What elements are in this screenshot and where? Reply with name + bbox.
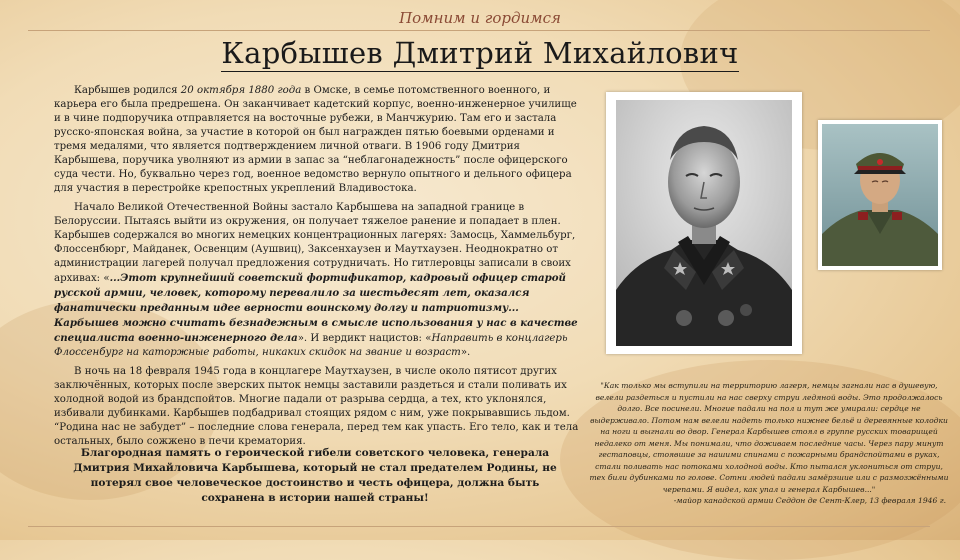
page-title — [0, 36, 960, 70]
page-subtitle: Помним и гордимся — [399, 9, 561, 27]
divider-top — [28, 30, 930, 31]
eyewitness-quote — [588, 380, 950, 507]
verdict-quote: Направить в концлагерь Флоссенбург на каторжные работы, никаких скидок на звание и возраст — [54, 333, 568, 358]
paragraph-biography — [54, 84, 586, 196]
text-span: ». — [460, 347, 471, 358]
text-span: Начало Великой Отечественной Войны застало Карбышева на западной границе в Белоруссии. Пытаясь выйти из окружения, он получает тяжелое ранение и попадает в плен. Карбышев содержался во многих немецких концентрационных лагерях: Замосць, Хаммельбург, Флоссенбюрг, Майданек, Освенцим (Аушвиц), Заксенхаузен и Маутхаузен. Неоднократно от администрации лагерей получал предложения сотрудничать. Но гитлеровцы записали в своих архивах: « — [54, 202, 576, 284]
article-body — [54, 84, 586, 454]
birth-date: 20 октября 1880 года — [180, 85, 302, 96]
text-span: Карбышев родился — [74, 85, 181, 96]
paragraph-death: В ночь на 18 февраля 1945 года в концлагере Маутхаузен, в числе около пятисот других заключённых, которых после зверских пыток немцы заставили раздеться и стали поливать их холодной водой из брандспойтов. Многие падали от разрыва сердца, а тех, кто уклонялся, избивали дубинками. Карбышев подбадривал стоящих рядом с ним, уже покрывавшись льдом. “Родина нас не забудет” – последние слова генерала, перед тем как упасть. Его тело, как и тела остальных, было сожжено в печи крематория. — [54, 366, 579, 447]
main-portrait-photo — [606, 92, 802, 354]
text-span: в Омске, в семье потомственного военного, и карьера его была предрешена. Он заканчивает кадетский корпус, военно-инженерное училище и в чине подпоручика отправляется на восточные рубежи, в Манчжурию. Там его и застала русско-японская война, за участие в которой он был награжден пятью боевыми орденами и тремя медалями, что является подтверждением личной отваги. В 1906 году Дмитрия Карбышева, поручика уволняют из армии в запас за “неблагонадежность” после офицерского суда чести. Но, буквально через год, военное ведомство вернуло опытного и дельного офицера для участия в перестройке крепостных укреплений Владивостока. — [54, 85, 577, 194]
page-title-text: Карбышев Дмитрий Михайлович — [221, 36, 739, 70]
portrait-image — [616, 100, 792, 346]
quote-author: -майор канадской армии Седдон де Сент-Клер, 13 февраля 1946 г. — [673, 496, 946, 505]
side-portrait-painting — [818, 120, 942, 270]
archive-quote: ...Этот крупнейший советский фортификатор, кадровый офицер старой русской армии, человек, которому перевалило за шестьдесят лет, оказался фанатически преданным идее верности воинскому долгу и патриотизму... Карбышев можно считать безнадежным в смысле использования у нас в качестве специалиста военно-инженерного дела — [54, 272, 578, 344]
divider-bottom — [28, 526, 930, 527]
paragraph-war — [54, 201, 586, 360]
painting-image — [822, 124, 938, 266]
quote-text: "Как только мы вступили на территорию лагеря, немцы загнали нас в душевую, велели раздеться и пустили на нас сверху струи ледяной воды. Это продолжалось долго. Все посинели. Многие падали на пол и тут же умирали: сердце не выдерживало. Потом нам велели надеть только нижнее бельё и деревянные колодки на ноги и выгнали во двор. Генерал Карбышев стоял в группе русских товарищей недалеко от меня. Мы понимали, что доживаем последние часы. Через пару минут гестаповцы, стоявшие за нашими спинами с пожарными брандспойтами в руках, стали поливать нас потоками холодной воды. Кто пытался уклониться от струи, тех били дубинками по голове. Сотни людей падали замёрзшие или с размозжёнными черепами. Я видел, как упал и генерал Карбышев..." — [589, 381, 949, 494]
closing-statement: Благородная память о героической гибели советского человека, генерала Дмитрия Михайловича Карбышева, который не стал предателем Родины, не потерял свое человеческое достоинство и честь офицера, должна быть сохранена в истории нашей страны! — [73, 447, 557, 504]
text-span: ». И вердикт нацистов: « — [297, 333, 432, 344]
